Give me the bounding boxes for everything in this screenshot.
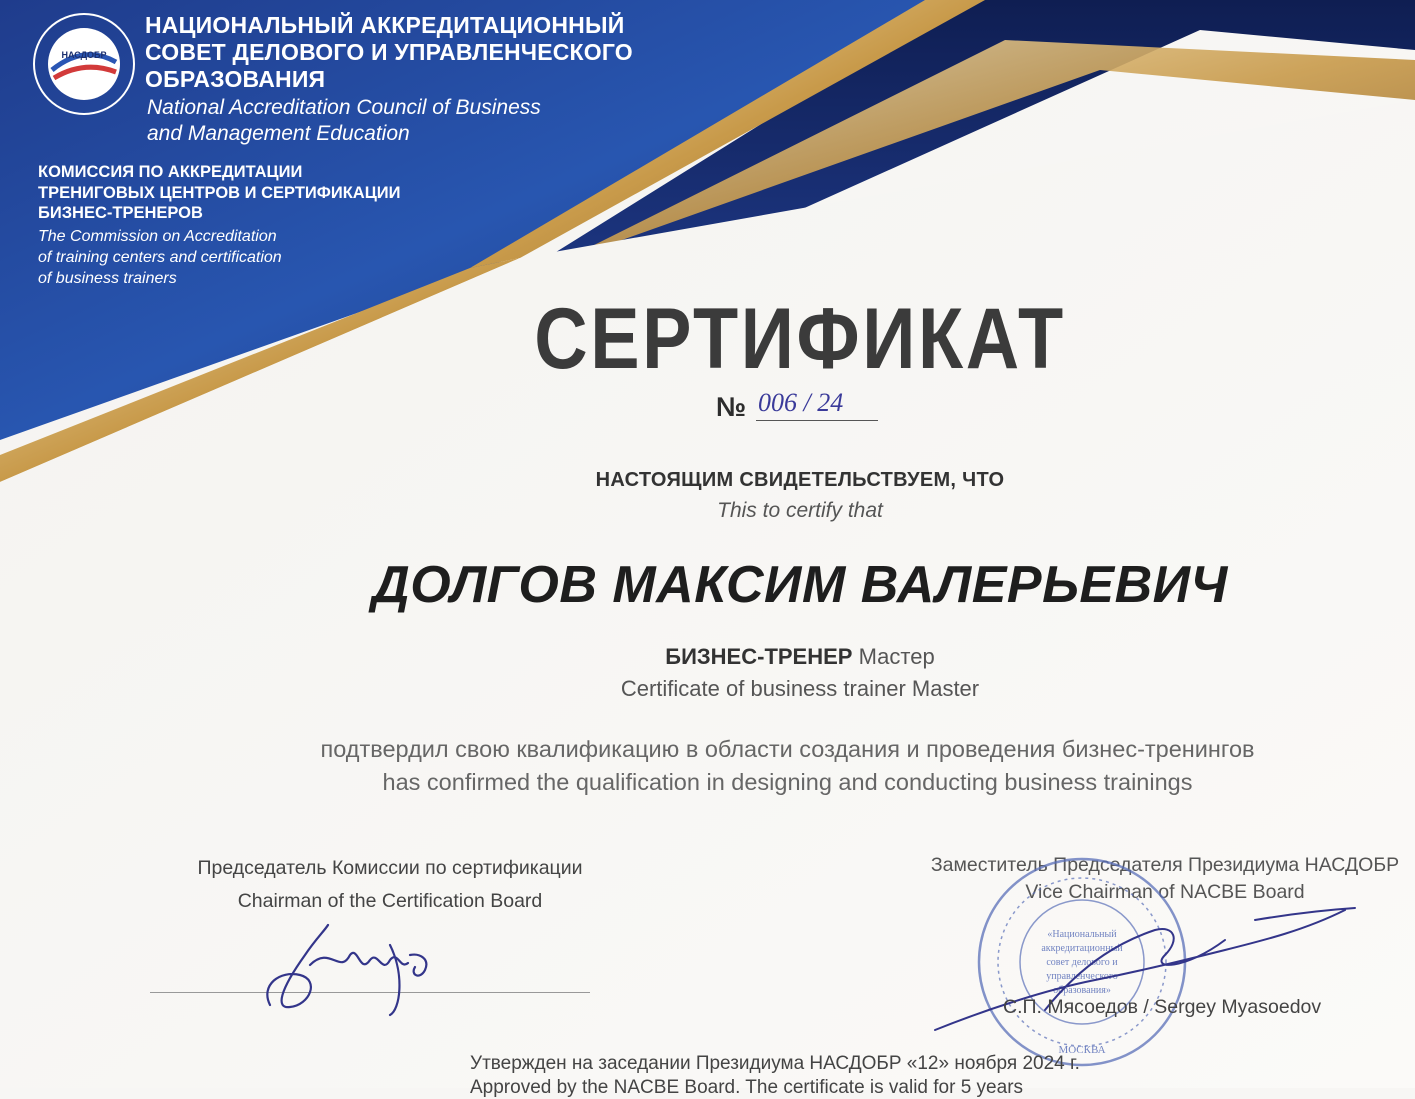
stamp-line: образования» (1053, 985, 1111, 996)
logo-text: НАСДОБР (61, 50, 107, 60)
org-en-line: and Management Education (147, 122, 410, 145)
chairman-title-ru: Председатель Комиссии по сертификации (197, 857, 583, 879)
commission-ru-line: ТРЕНИГОВЫХ ЦЕНТРОВ И СЕРТИФИКАЦИИ (38, 183, 401, 202)
commission-ru-line: БИЗНЕС-ТРЕНЕРОВ (38, 204, 203, 222)
recipient-name: ДОЛГОВ МАКСИМ ВАЛЕРЬЕВИЧ (372, 556, 1228, 614)
stamp-line: совет делового и (1046, 957, 1118, 968)
confirmation-ru: подтвердил свою квалификацию в области создания и проведения бизнес-тренингов (320, 736, 1255, 762)
commission-en-line: The Commission on Accreditation (38, 228, 277, 245)
stamp-line: аккредитационный (1041, 943, 1123, 954)
certify-statement-ru: НАСТОЯЩИМ СВИДЕТЕЛЬСТВУЕМ, ЧТО (595, 469, 1005, 491)
vice-chairman-title-ru: Заместитель Председателя Президиума НАСДОБР (930, 854, 1400, 876)
org-ru-line: ОБРАЗОВАНИЯ (145, 66, 326, 92)
commission-ru-line: КОМИССИЯ ПО АККРЕДИТАЦИИ (38, 163, 303, 181)
certificate-number-value: 006 / 24 (758, 388, 844, 417)
vice-chairman-signature (925, 900, 1365, 1050)
stamp-line: управленческого (1046, 971, 1118, 982)
role-ru-rest: Мастер (852, 644, 935, 669)
role-ru (400, 644, 1200, 670)
role-ru-bold: БИЗНЕС-ТРЕНЕР (665, 644, 853, 669)
commission-name-en (38, 226, 378, 289)
confirmation-en: has confirmed the qualification in designing and conducting business trainings (382, 769, 1193, 795)
stamp-city: МОСКВА (1058, 1044, 1106, 1056)
approval-note: Утвержден на заседании Президиума НАСДОБР «12» ноября 2024 г. (470, 1053, 1080, 1074)
certificate-title: СЕРТИФИКАТ (534, 291, 1066, 387)
certificate-number-label: № (716, 392, 747, 422)
vice-chairman-name: С.П. Мясоедов / Sergey Myasoedov (1003, 996, 1322, 1018)
stamp-line: «Национальный (1047, 929, 1117, 940)
number-underline (756, 420, 878, 421)
organization-name-en (147, 95, 607, 147)
vice-chairman-title-en: Vice Chairman of NACBE Board (1025, 881, 1305, 903)
certify-statement-en: This to certify that (717, 499, 883, 522)
role-en: Certificate of business trainer Master (620, 676, 980, 701)
commission-en-line: of business trainers (38, 270, 177, 287)
commission-en-line: of training centers and certification (38, 249, 282, 266)
validity-note: Approved by the NACBE Board. The certificate is valid for 5 years (470, 1077, 1024, 1098)
chairman-signature (240, 915, 470, 1025)
commission-name-ru (38, 162, 498, 224)
organization-name-ru (145, 12, 665, 93)
org-ru-line: НАЦИОНАЛЬНЫЙ АККРЕДИТАЦИОННЫЙ (145, 12, 625, 38)
org-ru-line: СОВЕТ ДЕЛОВОГО И УПРАВЛЕНЧЕСКОГО (145, 39, 633, 65)
nasdobr-logo (32, 12, 136, 116)
org-en-line: National Accreditation Council of Business (147, 96, 541, 119)
chairman-title-en: Chairman of the Certification Board (237, 890, 543, 912)
